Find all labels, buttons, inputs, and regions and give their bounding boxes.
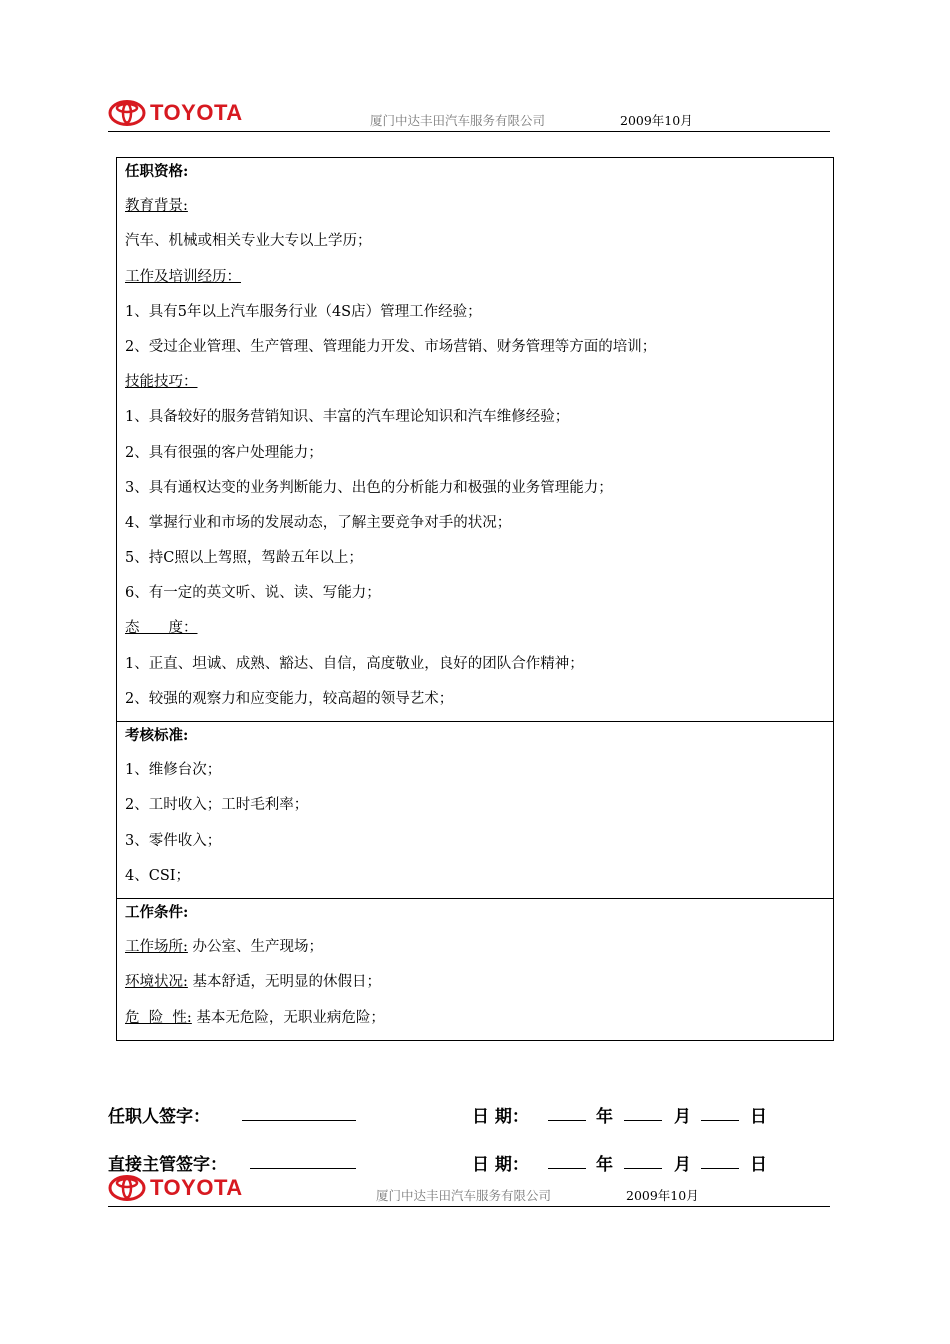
list-item: 4、CSI； bbox=[125, 867, 190, 884]
education-label: 教育背景: bbox=[125, 198, 188, 215]
header-date: 2009年10月 bbox=[620, 113, 693, 128]
page-header-top bbox=[108, 99, 830, 132]
company-name: 厦门中达丰田汽车服务有限公司 bbox=[370, 113, 546, 128]
list-item: 3、零件收入； bbox=[125, 832, 222, 849]
day-field[interactable] bbox=[701, 1150, 739, 1169]
list-item: 2、工时收入；工时毛利率； bbox=[125, 797, 309, 814]
employee-signature-label: 任职人签字： bbox=[108, 1107, 210, 1127]
section-title: 任职资格: bbox=[125, 163, 189, 180]
condition-label: 环境状况: bbox=[125, 974, 188, 991]
list-item: 1、维修台次； bbox=[125, 762, 222, 779]
brand-name: TOYOTA bbox=[150, 1175, 243, 1200]
year-field[interactable] bbox=[548, 1102, 586, 1121]
toyota-logo bbox=[108, 1174, 243, 1202]
month-label: 月 bbox=[674, 1107, 691, 1127]
month-field[interactable] bbox=[624, 1150, 662, 1169]
list-item: 6、有一定的英文听、说、读、写能力； bbox=[125, 585, 381, 602]
list-item: 4、掌握行业和市场的发展动态，了解主要竞争对手的状况； bbox=[125, 514, 512, 531]
condition-row bbox=[125, 934, 825, 969]
year-field[interactable] bbox=[548, 1150, 586, 1169]
condition-row bbox=[125, 1005, 825, 1040]
page-header-bottom bbox=[108, 1174, 830, 1207]
skills-label: 技能技巧： bbox=[125, 374, 198, 391]
list-item: 1、正直、坦诚、成熟、豁达、自信，高度敬业，良好的团队合作精神； bbox=[125, 655, 584, 672]
qualifications-section bbox=[117, 158, 833, 721]
conditions-section bbox=[117, 898, 833, 1040]
manager-signature-label: 直接主管签字： bbox=[108, 1155, 227, 1175]
section-title: 工作条件: bbox=[125, 903, 189, 921]
toyota-logo bbox=[108, 99, 243, 127]
month-label: 月 bbox=[674, 1155, 691, 1175]
year-label: 年 bbox=[596, 1107, 613, 1127]
manager-signature-field[interactable] bbox=[250, 1150, 356, 1169]
date-label: 日 期： bbox=[472, 1107, 529, 1127]
toyota-emblem-icon bbox=[108, 100, 146, 126]
company-name: 厦门中达丰田汽车服务有限公司 bbox=[376, 1188, 552, 1203]
header-date: 2009年10月 bbox=[626, 1188, 699, 1203]
employee-signature-field[interactable] bbox=[242, 1102, 356, 1121]
attitude-label: 态 度： bbox=[125, 620, 198, 637]
section-title: 考核标准: bbox=[125, 727, 189, 744]
day-field[interactable] bbox=[701, 1102, 739, 1121]
condition-value: 基本无危险，无职业病危险； bbox=[191, 1009, 385, 1026]
day-label: 日 bbox=[750, 1155, 767, 1175]
experience-label: 工作及培训经历： bbox=[125, 268, 241, 285]
toyota-emblem-icon bbox=[108, 1175, 146, 1201]
assessment-section bbox=[117, 721, 833, 898]
list-item: 1、具备较好的服务营销知识、丰富的汽车理论知识和汽车维修经验； bbox=[125, 409, 570, 426]
list-item: 2、较强的观察力和应变能力，较高超的领导艺术； bbox=[125, 690, 454, 707]
brand-name: TOYOTA bbox=[150, 100, 243, 125]
list-item: 2、具有很强的客户处理能力； bbox=[125, 444, 323, 461]
education-text: 汽车、机械或相关专业大专以上学历； bbox=[125, 233, 372, 250]
date-label: 日 期： bbox=[472, 1155, 529, 1175]
list-item: 3、具有通权达变的业务判断能力、出色的分析能力和极强的业务管理能力； bbox=[125, 479, 613, 496]
job-description-table bbox=[116, 157, 834, 1041]
list-item: 5、持C照以上驾照，驾龄五年以上； bbox=[125, 550, 363, 567]
condition-label: 危 险 性: bbox=[125, 1009, 192, 1026]
list-item: 1、具有5年以上汽车服务行业（4S店）管理工作经验； bbox=[125, 303, 482, 320]
year-label: 年 bbox=[596, 1155, 613, 1175]
condition-label: 工作场所: bbox=[125, 939, 188, 956]
day-label: 日 bbox=[750, 1107, 767, 1127]
condition-row bbox=[125, 969, 825, 1004]
month-field[interactable] bbox=[624, 1102, 662, 1121]
condition-value: 基本舒适，无明显的休假日； bbox=[187, 974, 381, 991]
list-item: 2、受过企业管理、生产管理、管理能力开发、市场营销、财务管理等方面的培训； bbox=[125, 338, 657, 355]
condition-value: 办公室、生产现场； bbox=[187, 939, 323, 956]
